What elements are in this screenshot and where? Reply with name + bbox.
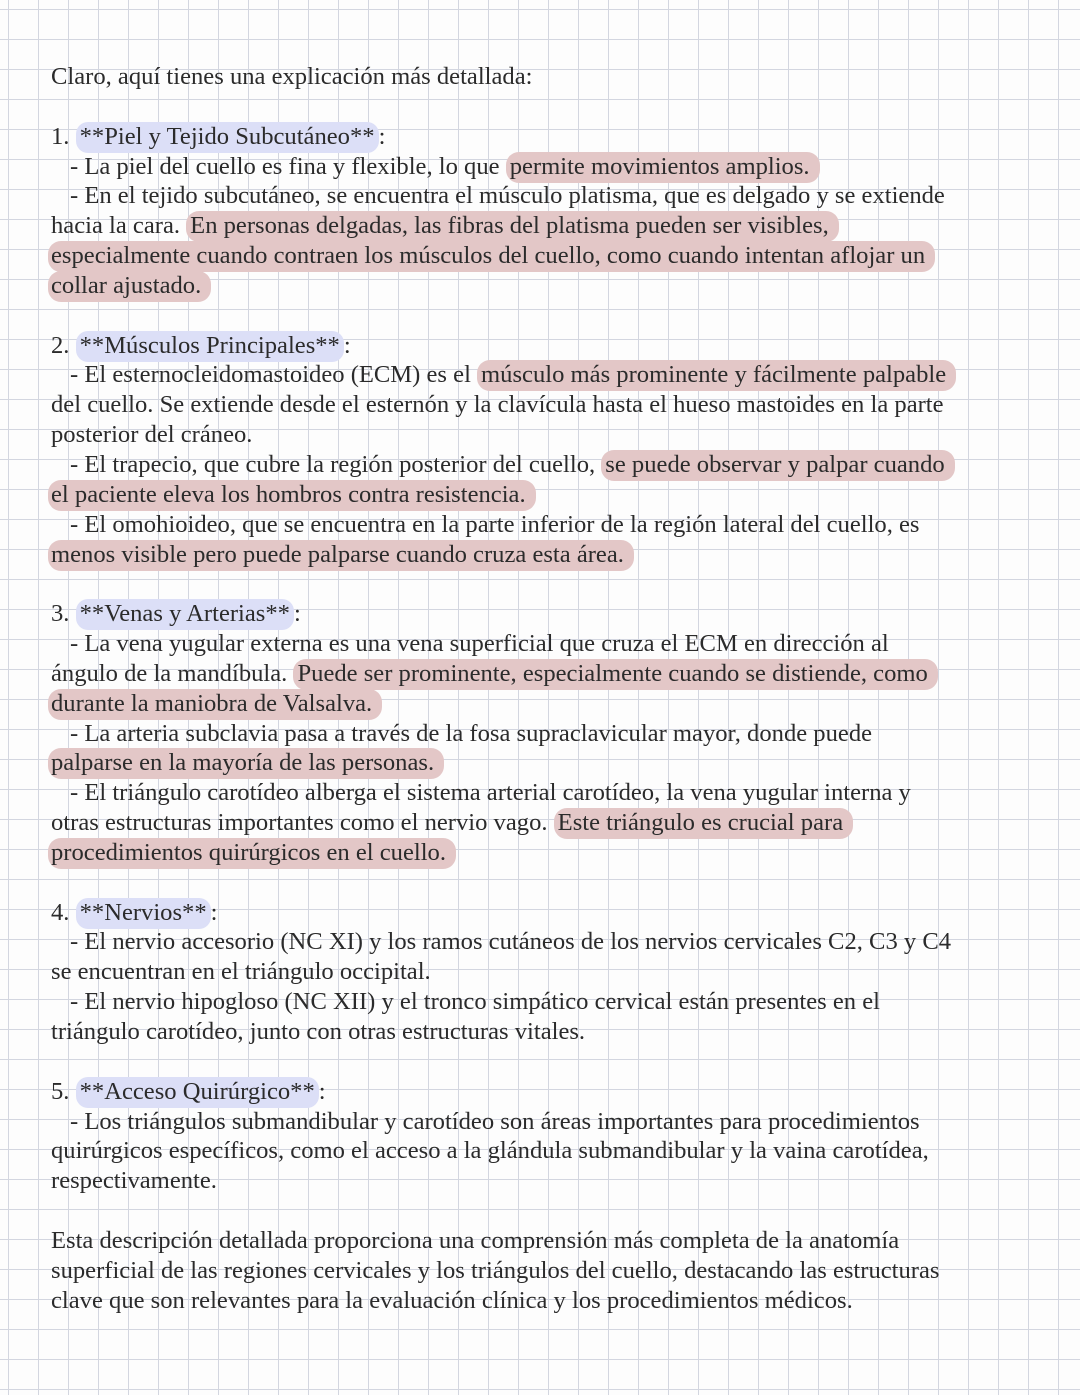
highlighted-text: el paciente eleva los hombros contra resistencia. — [48, 480, 536, 511]
text-line — [51, 241, 1041, 271]
title-prefix: ** — [79, 331, 105, 359]
highlighted-text: menos visible pero puede palparse cuando cruza esta área. — [48, 540, 634, 571]
text-line — [51, 1166, 1041, 1196]
intro-text: Claro, aquí tienes una explicación más detallada: — [51, 63, 533, 90]
section-heading — [51, 599, 1041, 629]
text-run: - El trapecio, que cubre la región posterior del cuello, — [70, 450, 602, 478]
text-run: otras estructuras importantes como el nervio vago. — [51, 809, 554, 837]
highlighted-text: Este triángulo es crucial para — [554, 808, 853, 839]
section-number: 5. — [51, 1077, 76, 1105]
text-run: - La piel del cuello es fina y flexible, lo que — [70, 152, 506, 180]
section-title: Nervios** — [104, 898, 207, 926]
text-run: se encuentran en el triángulo occipital. — [51, 958, 431, 986]
text-line — [51, 838, 1041, 868]
spacer — [51, 301, 1041, 331]
spacer — [51, 1047, 1041, 1077]
text-line — [51, 1107, 1041, 1137]
section-title-highlight — [76, 122, 379, 153]
text-line — [51, 629, 1041, 659]
highlighted-text: procedimientos quirúrgicos en el cuello. — [48, 838, 456, 869]
section-number: 3. — [51, 600, 76, 628]
text-line — [51, 152, 1041, 182]
section-1 — [51, 122, 1041, 301]
section-title: Acceso Quirúrgico** — [104, 1077, 315, 1105]
text-run: - El nervio accesorio (NC XI) y los ramos cutáneos de los nervios cervicales C2, C3 y C4 — [70, 928, 952, 956]
text-run: - El omohioideo, que se encuentra en la parte inferior de la región lateral del cuello, es — [70, 510, 920, 538]
highlighted-text: permite movimientos amplios. — [506, 152, 820, 183]
text-line — [51, 808, 1041, 838]
text-run: posterior del cráneo. — [51, 421, 253, 449]
section-2 — [51, 331, 1041, 570]
text-line — [51, 360, 1041, 390]
title-colon: : — [378, 122, 386, 150]
text-run: - La arteria subclavia pasa a través de la fosa supraclavicular mayor, donde puede — [70, 719, 873, 747]
spacer — [51, 868, 1041, 898]
highlighted-text: músculo más prominente y fácilmente palpable — [477, 360, 956, 391]
text-line — [51, 1136, 1041, 1166]
highlighted-text: especialmente cuando contraen los músculos del cuello, como cuando intentan aflojar un — [48, 241, 935, 272]
spacer — [51, 1196, 1041, 1226]
highlighted-text: palparse en la mayoría de las personas. — [48, 748, 444, 779]
spacer — [51, 92, 1041, 122]
text-run: del cuello. Se extiende desde el esternón y la clavícula hasta el hueso mastoides en la parte — [51, 391, 944, 419]
text-run: triángulo carotídeo, junto con otras estructuras vitales. — [51, 1018, 586, 1045]
text-run: hacia la cara. — [51, 212, 187, 240]
section-heading — [51, 331, 1041, 361]
section-number: 4. — [51, 898, 76, 926]
highlighted-text: Puede ser prominente, especialmente cuando se distiende, como — [293, 659, 937, 690]
text-line — [51, 659, 1041, 689]
text-line — [51, 450, 1041, 480]
section-heading — [51, 898, 1041, 928]
text-line — [51, 510, 1041, 540]
section-title-highlight — [76, 898, 211, 929]
text-line — [51, 480, 1041, 510]
conclusion — [51, 1226, 1041, 1316]
section-title: Venas y Arterias** — [104, 600, 290, 628]
highlighted-text: se puede observar y palpar cuando — [601, 450, 954, 481]
text-line: Esta descripción detallada proporciona una comprensión más completa de la anatomía — [51, 1226, 900, 1254]
section-5 — [51, 1077, 1041, 1196]
section-number: 2. — [51, 331, 76, 359]
title-colon: : — [318, 1077, 326, 1105]
text-line: clave que son relevantes para la evaluación clínica y los procedimientos médicos. — [51, 1286, 853, 1314]
title-colon: : — [293, 600, 301, 628]
text-line — [51, 748, 1041, 778]
text-line — [51, 390, 1041, 420]
title-prefix: ** — [79, 1077, 105, 1105]
section-title-highlight — [76, 1077, 319, 1108]
text-line — [51, 778, 1041, 808]
section-title-highlight — [76, 331, 344, 362]
text-run: respectivamente. — [51, 1167, 217, 1195]
text-line — [51, 271, 1041, 301]
title-colon: : — [343, 331, 351, 359]
section-title: Músculos Principales** — [104, 331, 340, 359]
text-line — [51, 719, 1041, 749]
text-line — [51, 1017, 1041, 1047]
text-line: superficial de las regiones cervicales y los triángulos del cuello, destacando las estructuras — [51, 1256, 940, 1284]
title-colon: : — [210, 898, 218, 926]
text-run: ángulo de la mandíbula. — [51, 659, 294, 687]
text-run: - La vena yugular externa es una vena superficial que cruza el ECM en dirección al — [70, 630, 889, 658]
title-prefix: ** — [79, 600, 105, 628]
spacer — [51, 569, 1041, 599]
section-heading — [51, 1077, 1041, 1107]
text-run: quirúrgicos específicos, como el acceso a la glándula submandibular y la vaina carotídea, — [51, 1137, 929, 1165]
text-line — [51, 211, 1041, 241]
text-line — [51, 927, 1041, 957]
section-number: 1. — [51, 122, 76, 150]
title-prefix: ** — [79, 122, 105, 150]
section-heading — [51, 122, 1041, 152]
text-run: - El triángulo carotídeo alberga el sistema arterial carotídeo, la vena yugular interna y — [70, 779, 911, 807]
text-line — [51, 181, 1041, 211]
text-run: - En el tejido subcutáneo, se encuentra el músculo platisma, que es delgado y se extiende — [70, 182, 945, 210]
text-line — [51, 957, 1041, 987]
title-prefix: ** — [79, 898, 105, 926]
highlighted-text: En personas delgadas, las fibras del platisma pueden ser visibles, — [186, 211, 839, 242]
text-run: - El nervio hipogloso (NC XII) y el tronco simpático cervical están presentes en el — [70, 988, 880, 1016]
text-line — [51, 420, 1041, 450]
highlighted-text: collar ajustado. — [48, 271, 211, 302]
section-title: Piel y Tejido Subcutáneo** — [104, 122, 375, 150]
section-4 — [51, 898, 1041, 1047]
section-title-highlight — [76, 599, 294, 630]
highlighted-text: durante la maniobra de Valsalva. — [48, 689, 382, 720]
text-run: - El esternocleidomastoideo (ECM) es el — [70, 361, 478, 389]
text-run: - Los triángulos submandibular y carotídeo son áreas importantes para procedimientos — [70, 1107, 920, 1135]
text-line — [51, 987, 1041, 1017]
note-page — [51, 62, 1041, 1315]
text-line — [51, 540, 1041, 570]
text-line — [51, 689, 1041, 719]
section-3 — [51, 599, 1041, 868]
